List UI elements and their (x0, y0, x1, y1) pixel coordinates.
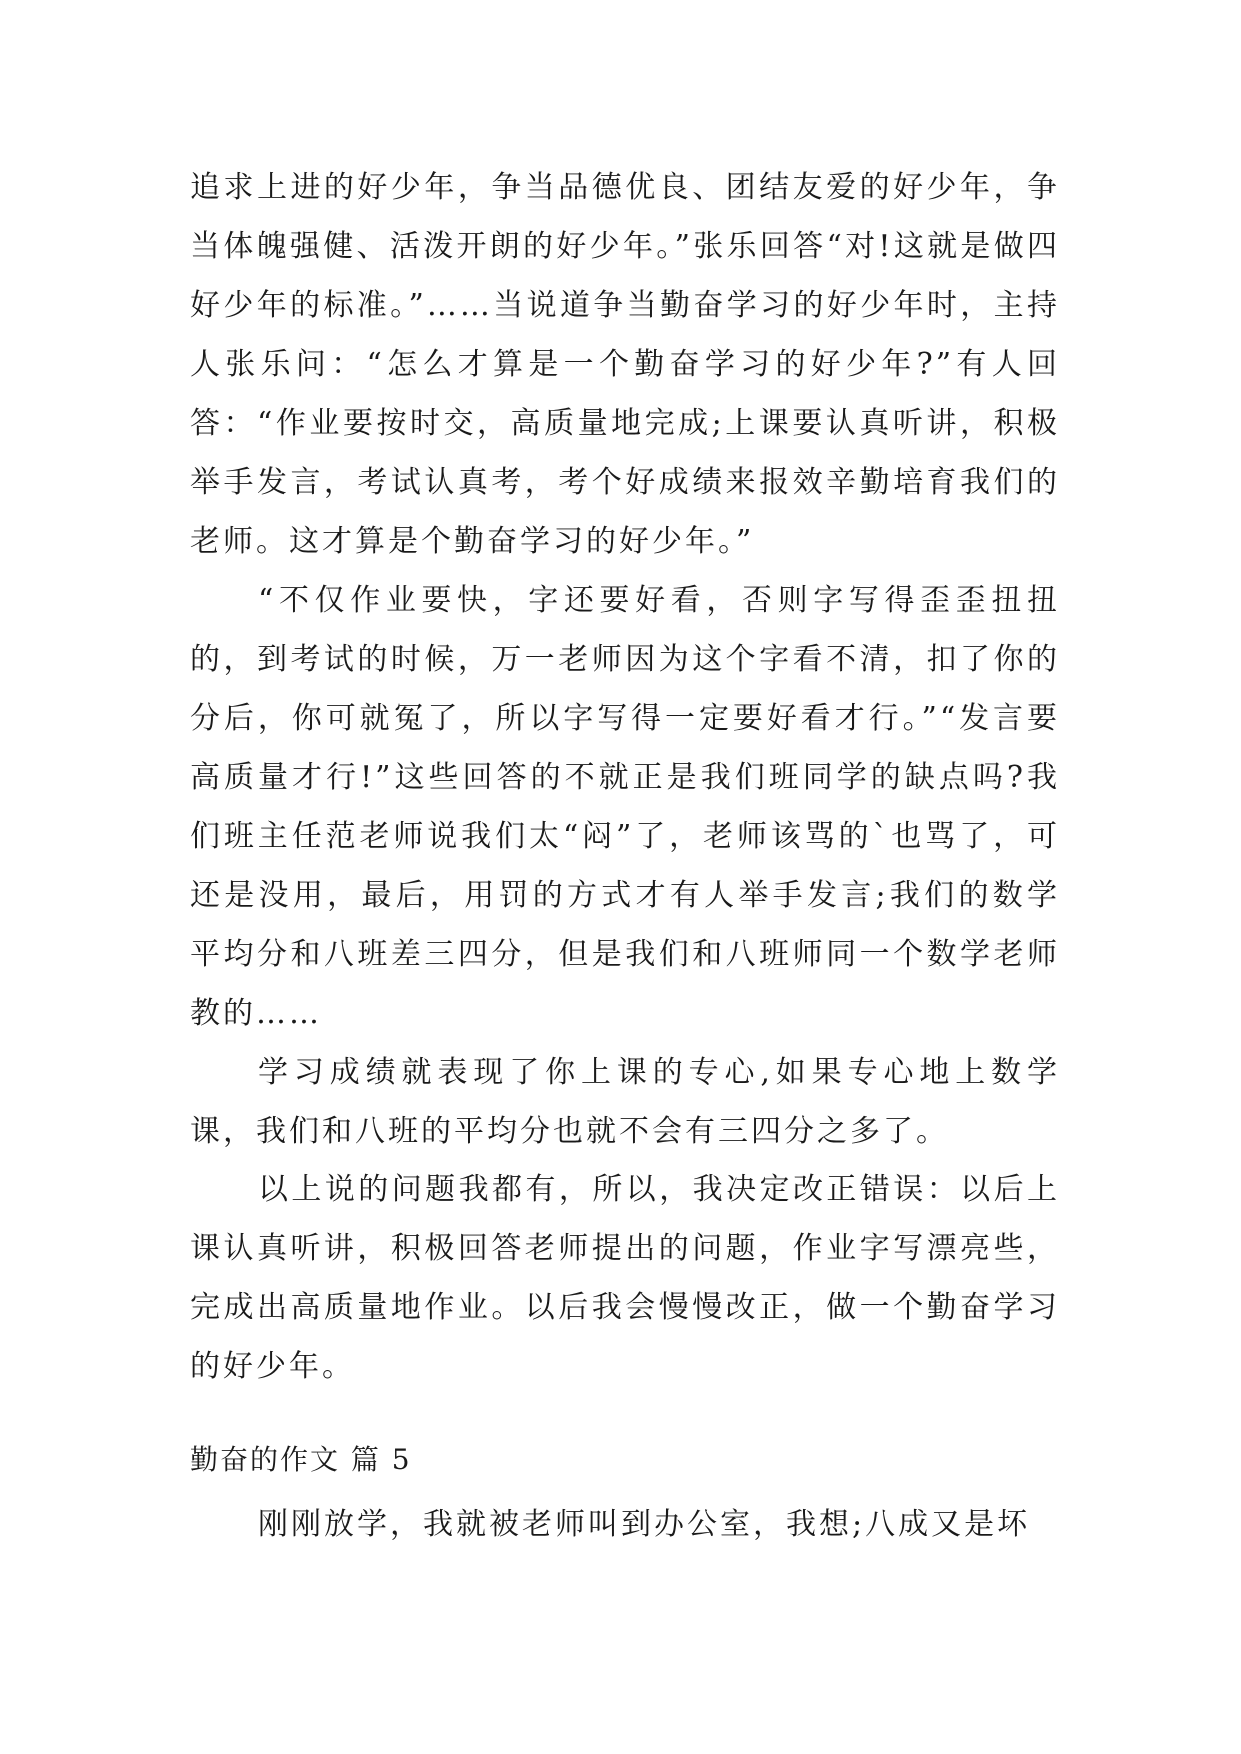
paragraph-block (190, 1160, 1060, 1396)
paragraph-block (190, 158, 1060, 571)
paragraph-block (190, 571, 1060, 1043)
paragraph-1: 追求上进的好少年，争当品德优良、团结友爱的好少年，争当体魄强健、活泼开朗的好少年。”张乐回答“对!这就是做四好少年的标准。”……当说道争当勤奋学习的好少年时，主持人张乐问：“怎么才算是一个勤奋学习的好少年?”有人回答：“作业要按时交，高质量地完成;上课要认真听讲，积极举手发言，考试认真考，考个好成绩来报效辛勤培育我们的老师。这才算是个勤奋学习的好少年。” (190, 170, 1060, 559)
paragraph-block (190, 1495, 1060, 1554)
section-title: 勤奋的作文 篇 5 (190, 1443, 412, 1476)
paragraph-3: 学习成绩就表现了你上课的专心,如果专心地上数学课，我们和八班的平均分也就不会有三四分之多了。 (190, 1055, 1060, 1149)
paragraph-block (190, 1043, 1060, 1161)
paragraph-2: “不仅作业要快，字还要好看，否则字写得歪歪扭扭的，到考试的时候，万一老师因为这个字看不清，扣了你的分后，你可就冤了，所以字写得一定要好看才行。”“发言要高质量才行!”这些回答的不就正是我们班同学的缺点吗?我们班主任范老师说我们太“闷”了，老师该骂的`也骂了，可还是没用，最后，用罚的方式才有人举手发言;我们的数学平均分和八班差三四分，但是我们和八班师同一个数学老师教的…… (190, 583, 1060, 1031)
paragraph-5: 刚刚放学，我就被老师叫到办公室，我想;八成又是坏 (258, 1507, 1031, 1542)
paragraph-4: 以上说的问题我都有，所以，我决定改正错误：以后上课认真听讲，积极回答老师提出的问题，作业字写漂亮些，完成出高质量地作业。以后我会慢慢改正，做一个勤奋学习的好少年。 (190, 1172, 1060, 1384)
